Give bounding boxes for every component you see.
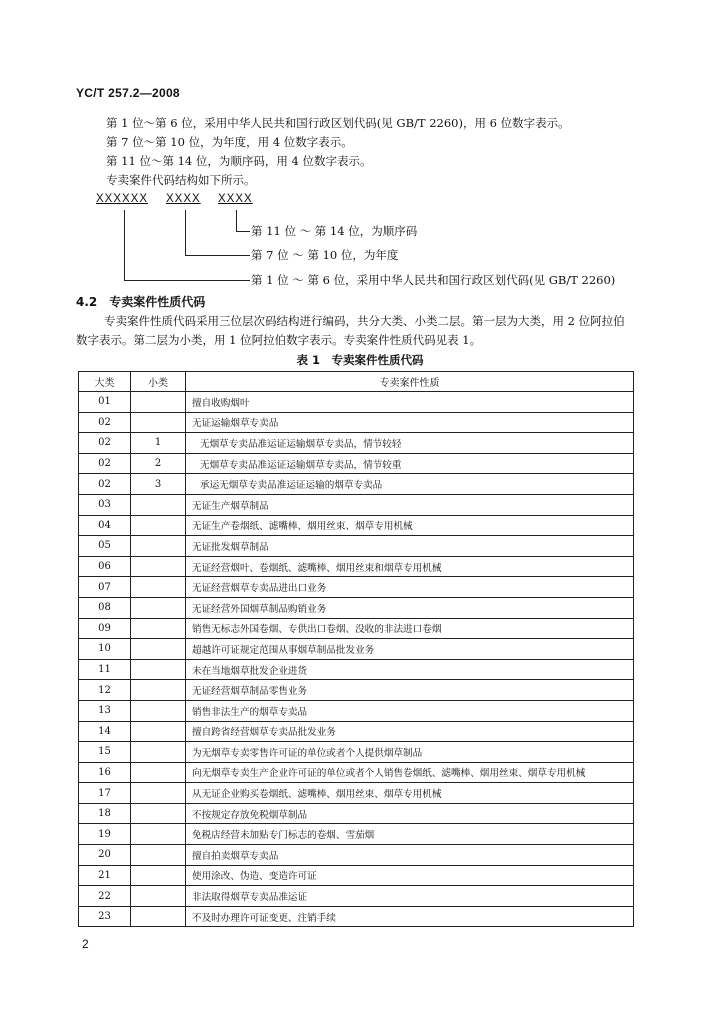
cell-minor xyxy=(131,700,186,721)
code-segment-sequence: XXXX xyxy=(218,193,253,205)
cell-description: 超越许可证规定范围从事烟草制品批发业务 xyxy=(186,639,634,660)
cell-description: 无证运输烟草专卖品 xyxy=(186,412,634,433)
cell-major: 20 xyxy=(79,845,131,866)
cell-major: 02 xyxy=(79,412,131,433)
table-row xyxy=(79,865,634,886)
case-code-table xyxy=(78,371,634,927)
cell-minor xyxy=(131,618,186,639)
cell-major: 21 xyxy=(79,865,131,886)
cell-minor xyxy=(131,639,186,660)
cell-description: 销售无标志外国卷烟、专供出口卷烟、没收的非法进口卷烟 xyxy=(186,618,634,639)
cell-minor xyxy=(131,412,186,433)
cell-description: 使用涂改、伪造、变造许可证 xyxy=(186,865,634,886)
table-row xyxy=(79,392,634,413)
table-row xyxy=(79,639,634,660)
cell-description: 无证生产烟草制品 xyxy=(186,494,634,515)
cell-minor xyxy=(131,742,186,763)
table-row xyxy=(79,577,634,598)
cell-major: 12 xyxy=(79,680,131,701)
cell-minor xyxy=(131,556,186,577)
standard-code: YC/T 257.2—2008 xyxy=(76,86,180,100)
cell-description: 无烟草专卖品准运证运输烟草专卖品，情节较重 xyxy=(186,453,634,474)
connector-line xyxy=(124,280,250,281)
table-row xyxy=(79,721,634,742)
cell-minor xyxy=(131,515,186,536)
cell-major: 22 xyxy=(79,886,131,907)
cell-description: 承运无烟草专卖品准运证运输的烟草专卖品 xyxy=(186,474,634,495)
cell-major: 11 xyxy=(79,659,131,680)
cell-description: 无证批发烟草制品 xyxy=(186,536,634,557)
cell-minor xyxy=(131,803,186,824)
table-row xyxy=(79,556,634,577)
cell-description: 免税店经营未加贴专门标志的卷烟、雪茄烟 xyxy=(186,824,634,845)
table-row xyxy=(79,886,634,907)
cell-major: 16 xyxy=(79,762,131,783)
cell-minor xyxy=(131,597,186,618)
connector-line xyxy=(124,210,125,281)
table-row xyxy=(79,597,634,618)
table-row xyxy=(79,433,634,454)
cell-major: 07 xyxy=(79,577,131,598)
cell-description: 无烟草专卖品准运证运输烟草专卖品，情节较轻 xyxy=(186,433,634,454)
connector-line xyxy=(185,255,250,256)
cell-major: 04 xyxy=(79,515,131,536)
table-body xyxy=(79,392,634,927)
cell-major: 02 xyxy=(79,453,131,474)
table-row xyxy=(79,762,634,783)
cell-description: 无证经营外国烟草制品购销业务 xyxy=(186,597,634,618)
cell-minor xyxy=(131,783,186,804)
table-header-row xyxy=(79,372,634,392)
table-row xyxy=(79,783,634,804)
table-row xyxy=(79,618,634,639)
table-row xyxy=(79,906,634,927)
cell-major: 15 xyxy=(79,742,131,763)
cell-major: 06 xyxy=(79,556,131,577)
cell-major: 17 xyxy=(79,783,131,804)
table-row xyxy=(79,742,634,763)
cell-minor xyxy=(131,536,186,557)
cell-major: 09 xyxy=(79,618,131,639)
cell-minor: 2 xyxy=(131,453,186,474)
cell-minor xyxy=(131,865,186,886)
table-title: 表 1 专卖案件性质代码 xyxy=(296,353,424,367)
header-description: 专卖案件性质 xyxy=(186,372,634,392)
table-row xyxy=(79,845,634,866)
cell-minor: 3 xyxy=(131,474,186,495)
structure-label-sequence: 第 11 位 ～ 第 14 位，为顺序码 xyxy=(251,224,418,238)
cell-major: 18 xyxy=(79,803,131,824)
cell-major: 01 xyxy=(79,392,131,413)
table-row xyxy=(79,453,634,474)
section-body: 专卖案件性质代码采用三位层次码结构进行编码，共分大类、小类二层。第一层为大类，用 2 位阿拉伯数字表示。第二层为小类，用 1 位阿拉伯数字表示。专卖案件性质代码见表 1。 xyxy=(76,314,625,347)
cell-description: 不按规定存放免税烟草制品 xyxy=(186,803,634,824)
table-row xyxy=(79,515,634,536)
table-row xyxy=(79,494,634,515)
cell-minor xyxy=(131,886,186,907)
cell-minor xyxy=(131,680,186,701)
cell-description: 无证经营烟草专卖品进出口业务 xyxy=(186,577,634,598)
cell-minor xyxy=(131,392,186,413)
cell-minor xyxy=(131,906,186,927)
connector-line xyxy=(236,210,237,232)
cell-major: 02 xyxy=(79,474,131,495)
table-row xyxy=(79,474,634,495)
cell-minor xyxy=(131,762,186,783)
cell-minor xyxy=(131,721,186,742)
cell-major: 19 xyxy=(79,824,131,845)
paragraph-line: 第 7 位～第 10 位，为年度，用 4 位数字表示。 xyxy=(106,135,353,149)
cell-description: 无证经营烟叶、卷烟纸、滤嘴棒、烟用丝束和烟草专用机械 xyxy=(186,556,634,577)
cell-major: 23 xyxy=(79,906,131,927)
cell-description: 无证经营烟草制品零售业务 xyxy=(186,680,634,701)
cell-description: 擅自拍卖烟草专卖品 xyxy=(186,845,634,866)
cell-minor: 1 xyxy=(131,433,186,454)
code-segment-year: XXXX xyxy=(166,193,201,205)
connector-line xyxy=(236,231,250,232)
cell-description: 销售非法生产的烟草专卖品 xyxy=(186,700,634,721)
cell-description: 擅自收购烟叶 xyxy=(186,392,634,413)
table-row xyxy=(79,412,634,433)
table-row xyxy=(79,824,634,845)
cell-minor xyxy=(131,845,186,866)
table-row xyxy=(79,536,634,557)
cell-major: 13 xyxy=(79,700,131,721)
paragraph-line: 第 1 位～第 6 位，采用中华人民共和国行政区划代码(见 GB/T 2260)，用 6 位数字表示。 xyxy=(106,116,570,130)
table-row xyxy=(79,803,634,824)
cell-minor xyxy=(131,494,186,515)
paragraph-line: 第 11 位～第 14 位，为顺序码，用 4 位数字表示。 xyxy=(106,154,372,168)
cell-major: 10 xyxy=(79,639,131,660)
header-minor: 小类 xyxy=(131,372,186,392)
table-row xyxy=(79,659,634,680)
cell-description: 向无烟草专卖生产企业许可证的单位或者个人销售卷烟纸、滤嘴棒、烟用丝束、烟草专用机械 xyxy=(186,762,634,783)
cell-major: 03 xyxy=(79,494,131,515)
structure-label-region: 第 1 位 ～ 第 6 位，采用中华人民共和国行政区划代码(见 GB/T 2260) xyxy=(251,273,616,287)
cell-major: 02 xyxy=(79,433,131,454)
section-title: 4.2 专卖案件性质代码 xyxy=(76,295,206,309)
code-segment-region: XXXXXX xyxy=(96,193,149,205)
cell-description: 无证生产卷烟纸、滤嘴棒、烟用丝束、烟草专用机械 xyxy=(186,515,634,536)
cell-minor xyxy=(131,824,186,845)
header-major: 大类 xyxy=(79,372,131,392)
connector-line xyxy=(185,210,186,256)
cell-description: 不及时办理许可证变更、注销手续 xyxy=(186,906,634,927)
table-row xyxy=(79,680,634,701)
cell-description: 从无证企业购买卷烟纸、滤嘴棒、烟用丝束、烟草专用机械 xyxy=(186,783,634,804)
cell-description: 擅自跨省经营烟草专卖品批发业务 xyxy=(186,721,634,742)
cell-minor xyxy=(131,577,186,598)
table-row xyxy=(79,700,634,721)
cell-description: 非法取得烟草专卖品准运证 xyxy=(186,886,634,907)
cell-major: 05 xyxy=(79,536,131,557)
structure-label-year: 第 7 位 ～ 第 10 位，为年度 xyxy=(251,248,399,262)
cell-major: 08 xyxy=(79,597,131,618)
cell-description: 为无烟草专卖零售许可证的单位或者个人提供烟草制品 xyxy=(186,742,634,763)
cell-description: 未在当地烟草批发企业进货 xyxy=(186,659,634,680)
cell-minor xyxy=(131,659,186,680)
page-number: 2 xyxy=(82,937,89,951)
cell-major: 14 xyxy=(79,721,131,742)
paragraph-line: 专卖案件代码结构如下所示。 xyxy=(106,173,256,187)
